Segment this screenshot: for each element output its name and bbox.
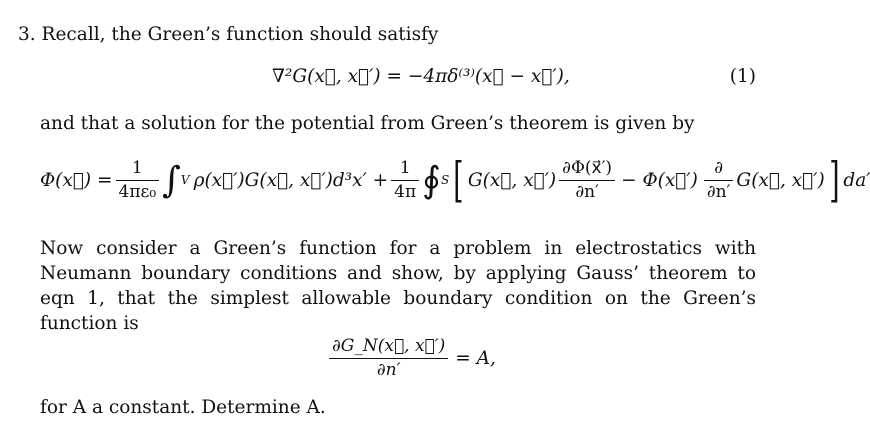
eq2-frac4-num: ∂ xyxy=(714,157,724,178)
problem-intro: Recall, the Green’s function should satisfy xyxy=(41,24,439,45)
eq2-measure: da′ xyxy=(843,169,870,191)
eq3-num: ∂G_N(x⃗, x⃗′) xyxy=(332,335,446,356)
eq3-bar xyxy=(329,358,448,359)
eq2-frac1-num: 1 xyxy=(131,157,143,178)
middle-text: and that a solution for the potential from Green’s theorem is given by xyxy=(40,113,695,134)
eq2-contour-sub: S xyxy=(440,173,450,187)
eq2-frac4-bar xyxy=(704,180,734,181)
eq2-frac-1 xyxy=(116,159,160,201)
eq2-close-bracket: ] xyxy=(828,152,840,208)
eq2-frac-2 xyxy=(391,159,419,201)
eq2-frac1-bar xyxy=(116,180,160,181)
eq2-frac4-den: ∂n′ xyxy=(706,181,731,202)
eq2-contour: ∮ xyxy=(422,159,441,201)
eq2-frac1-den: 4πε₀ xyxy=(118,181,157,202)
eq2-frac3-num: ∂Φ(x⃗′) xyxy=(562,157,613,178)
eq2-integral: ∫ xyxy=(162,159,181,201)
eq2-frac3-bar xyxy=(559,180,615,181)
eq2-open-bracket: [ xyxy=(453,152,464,208)
eq2-frac-3 xyxy=(559,159,615,201)
eq3-den: ∂n′ xyxy=(376,359,401,380)
eq2-integral-sub: V xyxy=(180,173,190,187)
eq2-frac3-den: ∂n′ xyxy=(575,181,599,202)
equation-3 xyxy=(326,330,496,386)
eq2-frac-4 xyxy=(704,159,734,201)
equation-1: ∇²G(x⃗, x⃗′) = −4πδ⁽³⁾(x⃗ − x⃗′), xyxy=(272,66,570,87)
equation-2 xyxy=(40,150,870,210)
eq2-lhs: Φ(x⃗) = xyxy=(40,169,113,191)
eq2-volume-term: ρ(x⃗′)G(x⃗, x⃗′)d³x′ + xyxy=(193,169,389,191)
problem-heading xyxy=(18,23,438,46)
eq2-green-term-2: G(x⃗, x⃗′) xyxy=(736,169,825,191)
eq2-frac2-den: 4π xyxy=(394,181,417,202)
eq3-frac xyxy=(329,337,448,379)
equation-1-label: (1) xyxy=(729,66,756,87)
eq2-green-term: G(x⃗, x⃗′) xyxy=(467,169,557,191)
eq3-rhs: = A, xyxy=(455,347,496,369)
eq2-minus-phi: − Φ(x⃗′) xyxy=(621,169,698,191)
eq2-frac2-num: 1 xyxy=(399,157,411,178)
main-paragraph: Now consider a Green’s function for a problem in electrostatics with Neumann boundary conditions and show, by applying Gauss’ theorem to eqn 1, that the simplest allowable boundary condition on the Green’s function is xyxy=(40,238,756,334)
problem-number: 3. xyxy=(18,24,36,45)
eq2-frac2-bar xyxy=(391,180,419,181)
final-sentence: for A a constant. Determine A. xyxy=(40,397,326,418)
